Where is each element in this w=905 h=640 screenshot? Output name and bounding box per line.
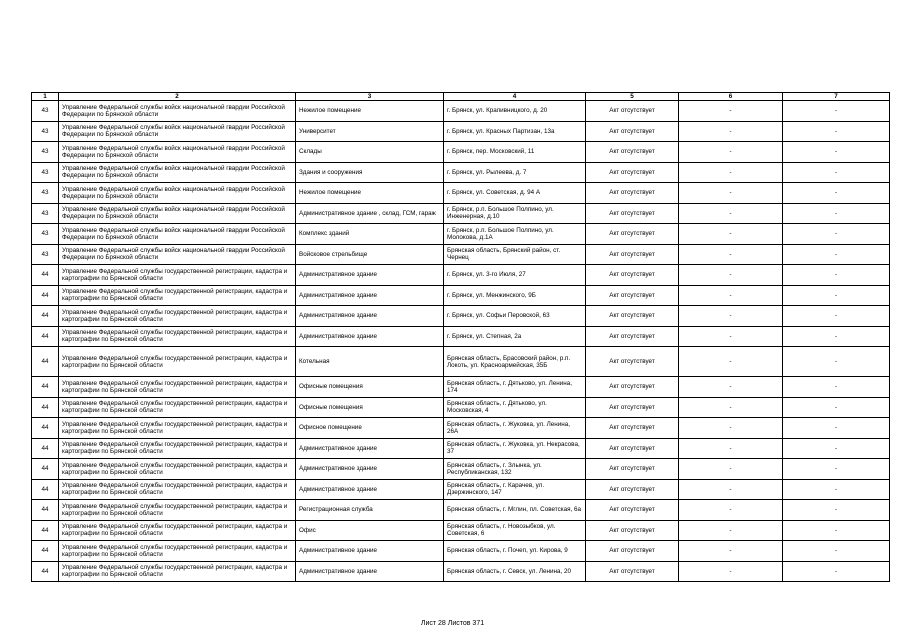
- column-header-5: 5: [586, 93, 679, 101]
- column-6-cell: -: [679, 101, 783, 122]
- column-6-cell: -: [679, 459, 783, 480]
- act-status-cell: Акт отсутствует: [586, 377, 679, 398]
- row-number-cell: 43: [32, 224, 59, 245]
- organization-cell: Управление Федеральной службы государственной регистрации, кадастра и картографии по Брянской области: [59, 418, 296, 439]
- organization-cell: Управление Федеральной службы войск национальной гвардии Российской Федерации по Брянской области: [59, 121, 296, 142]
- address-cell: г. Брянск, ул. Софьи Перовской, 63: [444, 306, 586, 327]
- act-status-cell: Акт отсутствует: [586, 203, 679, 224]
- object-type-cell: Административное здание: [296, 306, 444, 327]
- column-6-cell: -: [679, 500, 783, 521]
- address-cell: г. Брянск, ул. Менжинского, 9Б: [444, 285, 586, 306]
- object-type-cell: Административное здание: [296, 265, 444, 286]
- row-number-cell: 44: [32, 438, 59, 459]
- column-6-cell: -: [679, 541, 783, 562]
- address-cell: г. Брянск, ул. Советская, д. 94 А: [444, 183, 586, 204]
- column-6-cell: -: [679, 121, 783, 142]
- table-row: [32, 418, 890, 439]
- row-number-cell: 44: [32, 541, 59, 562]
- organization-cell: Управление Федеральной службы государственной регистрации, кадастра и картографии по Брянской области: [59, 479, 296, 500]
- column-7-cell: -: [783, 377, 890, 398]
- act-status-cell: Акт отсутствует: [586, 142, 679, 163]
- act-status-cell: Акт отсутствует: [586, 183, 679, 204]
- act-status-cell: Акт отсутствует: [586, 479, 679, 500]
- address-cell: Брянская область, Брянский район, ст. Чернец: [444, 244, 586, 265]
- act-status-cell: Акт отсутствует: [586, 541, 679, 562]
- column-6-cell: -: [679, 479, 783, 500]
- address-cell: Брянская область, г. Дятьково, ул. Московская, 4: [444, 397, 586, 418]
- address-cell: Брянская область, г. Мглин, пл. Советская, 6а: [444, 500, 586, 521]
- organization-cell: Управление Федеральной службы войск национальной гвардии Российской Федерации по Брянской области: [59, 183, 296, 204]
- table-row: [32, 244, 890, 265]
- object-type-cell: Склады: [296, 142, 444, 163]
- column-6-cell: -: [679, 397, 783, 418]
- act-status-cell: Акт отсутствует: [586, 397, 679, 418]
- organization-cell: Управление Федеральной службы государственной регистрации, кадастра и картографии по Брянской области: [59, 438, 296, 459]
- column-header-2: 2: [59, 93, 296, 101]
- act-status-cell: Акт отсутствует: [586, 418, 679, 439]
- column-7-cell: -: [783, 306, 890, 327]
- row-number-cell: 44: [32, 479, 59, 500]
- table-row: [32, 203, 890, 224]
- column-7-cell: -: [783, 203, 890, 224]
- object-type-cell: Административное здание: [296, 561, 444, 582]
- address-cell: Брянская область, г. Злынка, ул. Республиканская, 132: [444, 459, 586, 480]
- column-7-cell: -: [783, 183, 890, 204]
- column-6-cell: -: [679, 224, 783, 245]
- column-6-cell: -: [679, 203, 783, 224]
- organization-cell: Управление Федеральной службы государственной регистрации, кадастра и картографии по Брянской области: [59, 459, 296, 480]
- column-header-6: 6: [679, 93, 783, 101]
- column-7-cell: -: [783, 285, 890, 306]
- table-row: [32, 183, 890, 204]
- object-type-cell: Регистрационная служба: [296, 500, 444, 521]
- table-row: [32, 224, 890, 245]
- column-7-cell: -: [783, 500, 890, 521]
- act-status-cell: Акт отсутствует: [586, 347, 679, 377]
- object-type-cell: Комплекс зданий: [296, 224, 444, 245]
- object-type-cell: Офис: [296, 520, 444, 541]
- act-status-cell: Акт отсутствует: [586, 520, 679, 541]
- object-type-cell: Административное здание: [296, 459, 444, 480]
- row-number-cell: 44: [32, 397, 59, 418]
- object-type-cell: Административное здание: [296, 479, 444, 500]
- table-row: [32, 265, 890, 286]
- column-6-cell: -: [679, 418, 783, 439]
- act-status-cell: Акт отсутствует: [586, 224, 679, 245]
- column-7-cell: -: [783, 479, 890, 500]
- column-6-cell: -: [679, 162, 783, 183]
- table-row: [32, 459, 890, 480]
- column-6-cell: -: [679, 326, 783, 347]
- table-row: [32, 101, 890, 122]
- organization-cell: Управление Федеральной службы войск национальной гвардии Российской Федерации по Брянской области: [59, 101, 296, 122]
- column-6-cell: -: [679, 306, 783, 327]
- row-number-cell: 43: [32, 183, 59, 204]
- table-row: [32, 121, 890, 142]
- row-number-cell: 44: [32, 285, 59, 306]
- address-cell: Брянская область, г. Новозыбков, ул. Советская, 6: [444, 520, 586, 541]
- act-status-cell: Акт отсутствует: [586, 500, 679, 521]
- object-type-cell: Здания и сооружения: [296, 162, 444, 183]
- organization-cell: Управление Федеральной службы государственной регистрации, кадастра и картографии по Брянской области: [59, 306, 296, 327]
- column-7-cell: -: [783, 265, 890, 286]
- column-7-cell: -: [783, 121, 890, 142]
- object-type-cell: Административное здание: [296, 541, 444, 562]
- column-7-cell: -: [783, 101, 890, 122]
- act-status-cell: Акт отсутствует: [586, 162, 679, 183]
- table-body: [32, 101, 890, 582]
- address-cell: г. Брянск, ул. Степная, 2а: [444, 326, 586, 347]
- row-number-cell: 44: [32, 520, 59, 541]
- organization-cell: Управление Федеральной службы государственной регистрации, кадастра и картографии по Брянской области: [59, 500, 296, 521]
- act-status-cell: Акт отсутствует: [586, 561, 679, 582]
- organization-cell: Управление Федеральной службы государственной регистрации, кадастра и картографии по Брянской области: [59, 265, 296, 286]
- column-header-4: 4: [444, 93, 586, 101]
- column-7-cell: -: [783, 561, 890, 582]
- column-header-1: 1: [32, 93, 59, 101]
- address-cell: Брянская область, Брасовский район, р.п. Локоть, ул. Красноармейская, 35Б: [444, 347, 586, 377]
- row-number-cell: 44: [32, 326, 59, 347]
- organization-cell: Управление Федеральной службы войск национальной гвардии Российской Федерации по Брянской области: [59, 142, 296, 163]
- address-cell: г. Брянск, ул. 3-го Июля, 27: [444, 265, 586, 286]
- column-6-cell: -: [679, 377, 783, 398]
- row-number-cell: 44: [32, 377, 59, 398]
- address-cell: Брянская область, г. Дятьково, ул. Ленина, 174: [444, 377, 586, 398]
- column-7-cell: -: [783, 142, 890, 163]
- address-cell: Брянская область, г. Жуковка, ул. Некрасова, 37: [444, 438, 586, 459]
- organization-cell: Управление Федеральной службы государственной регистрации, кадастра и картографии по Брянской области: [59, 520, 296, 541]
- act-status-cell: Акт отсутствует: [586, 438, 679, 459]
- organization-cell: Управление Федеральной службы государственной регистрации, кадастра и картографии по Брянской области: [59, 377, 296, 398]
- row-number-cell: 44: [32, 561, 59, 582]
- column-6-cell: -: [679, 285, 783, 306]
- column-7-cell: -: [783, 397, 890, 418]
- act-status-cell: Акт отсутствует: [586, 101, 679, 122]
- column-6-cell: -: [679, 265, 783, 286]
- address-cell: г. Брянск, ул. Рылеева, д. 7: [444, 162, 586, 183]
- column-6-cell: -: [679, 142, 783, 163]
- organization-cell: Управление Федеральной службы государственной регистрации, кадастра и картографии по Брянской области: [59, 326, 296, 347]
- organization-cell: Управление Федеральной службы государственной регистрации, кадастра и картографии по Брянской области: [59, 285, 296, 306]
- object-type-cell: Войсковое стрельбище: [296, 244, 444, 265]
- row-number-cell: 44: [32, 347, 59, 377]
- column-6-cell: -: [679, 183, 783, 204]
- table-row: [32, 500, 890, 521]
- act-status-cell: Акт отсутствует: [586, 285, 679, 306]
- table-row: [32, 561, 890, 582]
- object-type-cell: Нежилое помещение: [296, 183, 444, 204]
- object-type-cell: Офисное помещение: [296, 418, 444, 439]
- column-7-cell: -: [783, 162, 890, 183]
- organization-cell: Управление Федеральной службы государственной регистрации, кадастра и картографии по Брянской области: [59, 561, 296, 582]
- address-cell: г. Брянск, ул. Красных Партизан, 13а: [444, 121, 586, 142]
- table-row: [32, 479, 890, 500]
- row-number-cell: 43: [32, 101, 59, 122]
- organization-cell: Управление Федеральной службы войск национальной гвардии Российской Федерации по Брянской области: [59, 244, 296, 265]
- column-6-cell: -: [679, 438, 783, 459]
- object-type-cell: Административное здание: [296, 326, 444, 347]
- column-7-cell: -: [783, 438, 890, 459]
- column-7-cell: -: [783, 224, 890, 245]
- table-row: [32, 162, 890, 183]
- address-cell: г. Брянск, ул. Крапивницкого, д. 20: [444, 101, 586, 122]
- column-6-cell: -: [679, 520, 783, 541]
- column-7-cell: -: [783, 520, 890, 541]
- row-number-cell: 44: [32, 418, 59, 439]
- table-row: [32, 377, 890, 398]
- object-type-cell: Офисные помещения: [296, 377, 444, 398]
- table-row: [32, 285, 890, 306]
- column-7-cell: -: [783, 459, 890, 480]
- table-row: [32, 438, 890, 459]
- table-row: [32, 347, 890, 377]
- row-number-cell: 43: [32, 203, 59, 224]
- table-row: [32, 397, 890, 418]
- object-type-cell: Административное здание , склад, ГСМ, гараж: [296, 203, 444, 224]
- row-number-cell: 43: [32, 121, 59, 142]
- table-row: [32, 306, 890, 327]
- organization-cell: Управление Федеральной службы войск национальной гвардии Российской Федерации по Брянской области: [59, 162, 296, 183]
- column-6-cell: -: [679, 347, 783, 377]
- object-type-cell: Котельная: [296, 347, 444, 377]
- act-status-cell: Акт отсутствует: [586, 265, 679, 286]
- document-table: [31, 92, 890, 582]
- table-row: [32, 142, 890, 163]
- object-type-cell: Административное здание: [296, 285, 444, 306]
- address-cell: г. Брянск, пер. Московский, 11: [444, 142, 586, 163]
- column-7-cell: -: [783, 541, 890, 562]
- column-7-cell: -: [783, 326, 890, 347]
- table-row: [32, 541, 890, 562]
- row-number-cell: 43: [32, 142, 59, 163]
- address-cell: Брянская область, г. Жуковка, ул. Ленина, 26А: [444, 418, 586, 439]
- address-cell: Брянская область, г. Карачев, ул. Дзержинского, 147: [444, 479, 586, 500]
- header-row: [32, 93, 890, 101]
- organization-cell: Управление Федеральной службы войск национальной гвардии Российской Федерации по Брянской области: [59, 203, 296, 224]
- act-status-cell: Акт отсутствует: [586, 326, 679, 347]
- organization-cell: Управление Федеральной службы государственной регистрации, кадастра и картографии по Брянской области: [59, 347, 296, 377]
- address-cell: г. Брянск, р.п. Большое Полпино, ул. Молокова, д.1А: [444, 224, 586, 245]
- table-row: [32, 520, 890, 541]
- table-row: [32, 326, 890, 347]
- column-header-3: 3: [296, 93, 444, 101]
- object-type-cell: Нежилое помещение: [296, 101, 444, 122]
- column-7-cell: -: [783, 244, 890, 265]
- column-7-cell: -: [783, 347, 890, 377]
- organization-cell: Управление Федеральной службы государственной регистрации, кадастра и картографии по Брянской области: [59, 397, 296, 418]
- act-status-cell: Акт отсутствует: [586, 306, 679, 327]
- row-number-cell: 43: [32, 244, 59, 265]
- object-type-cell: Административное здание: [296, 438, 444, 459]
- organization-cell: Управление Федеральной службы войск национальной гвардии Российской Федерации по Брянской области: [59, 224, 296, 245]
- act-status-cell: Акт отсутствует: [586, 121, 679, 142]
- page-footer: Лист 28 Листов 371: [420, 620, 485, 627]
- row-number-cell: 43: [32, 162, 59, 183]
- row-number-cell: 44: [32, 265, 59, 286]
- act-status-cell: Акт отсутствует: [586, 244, 679, 265]
- row-number-cell: 44: [32, 306, 59, 327]
- column-6-cell: -: [679, 561, 783, 582]
- address-cell: г. Брянск, р.п. Большое Полпино, ул. Инженерная, д.10: [444, 203, 586, 224]
- address-cell: Брянская область, г. Севск, ул. Ленина, 20: [444, 561, 586, 582]
- row-number-cell: 44: [32, 459, 59, 480]
- column-7-cell: -: [783, 418, 890, 439]
- act-status-cell: Акт отсутствует: [586, 459, 679, 480]
- address-cell: Брянская область, г. Почеп, ул. Кирова, 9: [444, 541, 586, 562]
- column-header-7: 7: [783, 93, 890, 101]
- column-6-cell: -: [679, 244, 783, 265]
- object-type-cell: Университет: [296, 121, 444, 142]
- row-number-cell: 44: [32, 500, 59, 521]
- organization-cell: Управление Федеральной службы государственной регистрации, кадастра и картографии по Брянской области: [59, 541, 296, 562]
- object-type-cell: Офисные помещения: [296, 397, 444, 418]
